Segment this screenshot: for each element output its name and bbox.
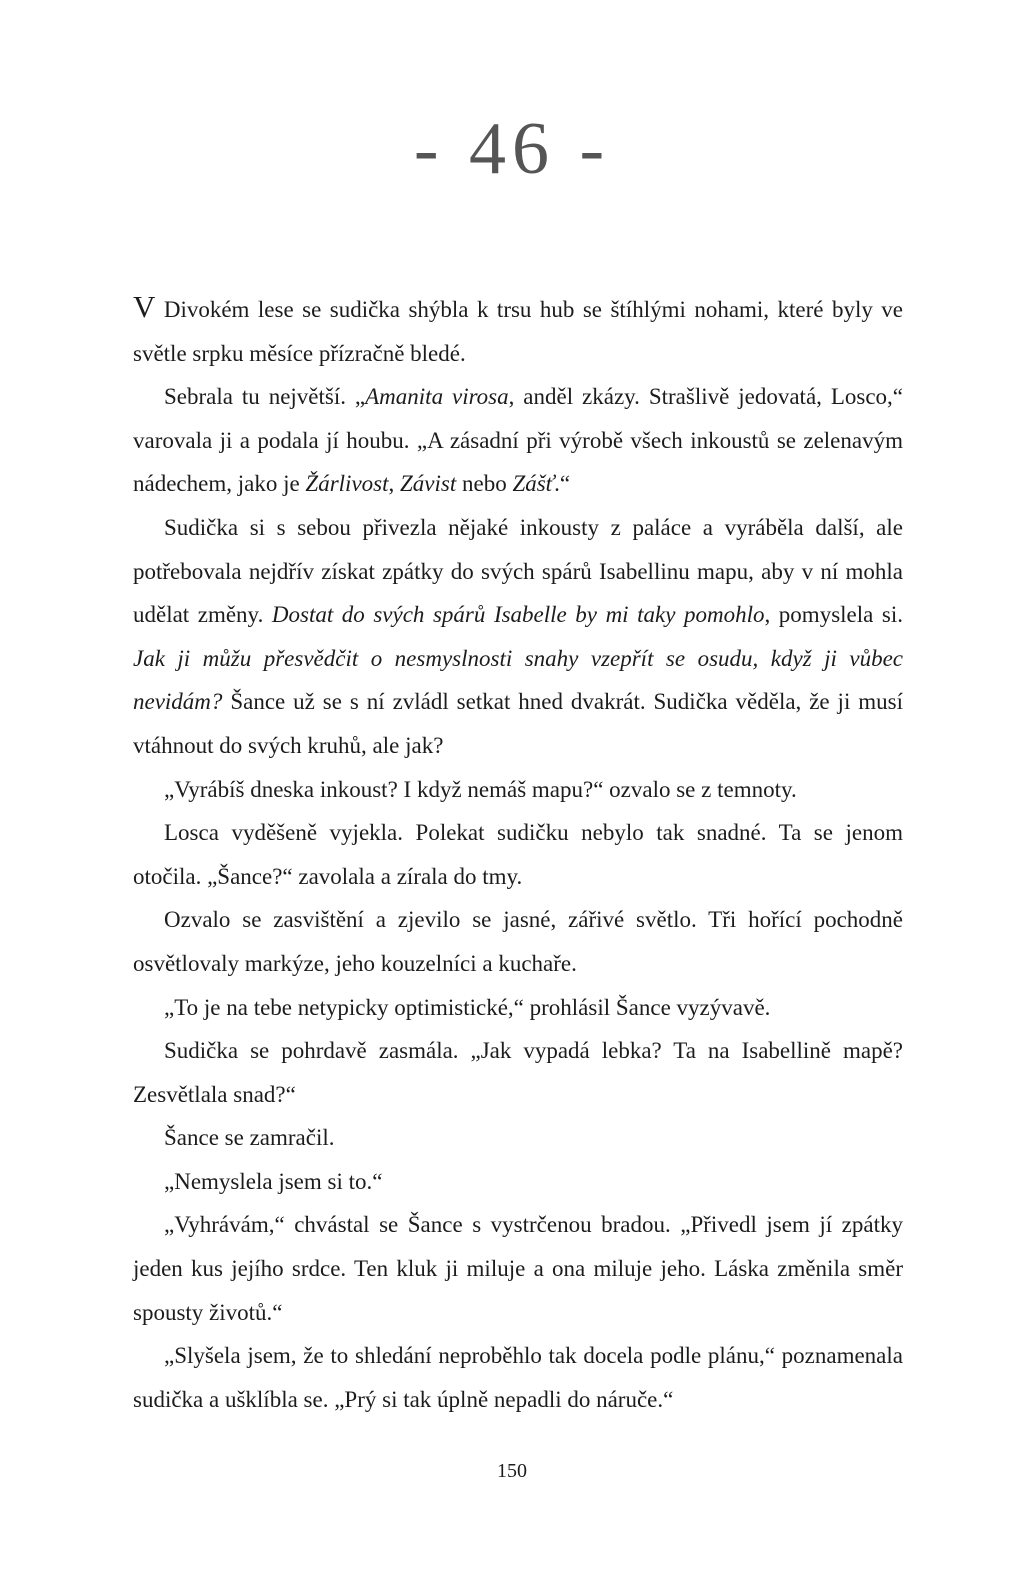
- text-run: , anděl zkázy. Strašlivě jedovatá, Losco,“ varovala ji a podala jí houbu. „A zásadní při výrobě všech inkoustů se zelenavým nádechem, jako je: [133, 384, 903, 497]
- text-run: Sebrala tu největší. „: [164, 384, 366, 410]
- italic-text: Žárlivost: [305, 471, 389, 497]
- italic-text: Jak ji můžu přesvědčit o nesmyslnosti snahy vzepřít se osudu, když ji vůbec nevidám?: [133, 645, 903, 715]
- initial-letter: V: [133, 289, 156, 324]
- text-run: nebo: [456, 471, 513, 497]
- paragraph: „Vyhrávám,“ chvástal se Šance s vystrčenou bradou. „Přivedl jsem jí zpátky jeden kus jejího srdce. Ten kluk ji miluje a ona miluje jeho. Láska změnila směr spousty životů.“: [133, 1212, 903, 1325]
- page-number: 150: [497, 1460, 527, 1482]
- text-run: ,: [388, 471, 400, 497]
- paragraph: [133, 288, 903, 375]
- text-run: .“: [554, 471, 571, 497]
- paragraph: [133, 506, 903, 768]
- paragraph: „Vyrábíš dneska inkoust? I když nemáš mapu?“ ozvalo se z temnoty.: [164, 776, 797, 802]
- paragraph: „Slyšela jsem, že to shledání neproběhlo tak docela podle plánu,“ poznamenala sudička a ušklíbla se. „Prý si tak úplně nepadli do náruče.“: [133, 1343, 903, 1412]
- chapter-body: [133, 288, 903, 1421]
- paragraph: Losca vyděšeně vyjekla. Polekat sudičku nebylo tak snadné. Ta se jenom otočila. „Šance?“ zavolala a zírala do tmy.: [133, 820, 903, 889]
- chapter-number: - 46 -: [413, 108, 611, 190]
- paragraph: Ozvalo se zasvištění a zjevilo se jasné, zářivé světlo. Tři hořící pochodně osvětlovaly markýze, jeho kouzelníci a kuchaře.: [133, 907, 903, 976]
- paragraph: Sudička se pohrdavě zasmála. „Jak vypadá lebka? Ta na Isabellině mapě? Zesvětlala snad?“: [133, 1038, 903, 1107]
- text-run: , pomyslela si.: [764, 602, 903, 628]
- paragraph-text: Divokém lese se sudička shýbla k trsu hub se štíhlými nohami, které byly ve světle srpku měsíce přízračně bledé.: [133, 297, 903, 366]
- italic-text: Zášť: [512, 471, 555, 497]
- italic-text: Dostat do svých spárů Isabelle by mi taky pomohlo: [271, 602, 765, 628]
- paragraph: Šance se zamračil.: [164, 1125, 335, 1151]
- paragraph: „To je na tebe netypicky optimistické,“ prohlásil Šance vyzývavě.: [164, 994, 771, 1020]
- text-run: Sudička si s sebou přivezla nějaké inkousty z paláce a vyráběla další, ale potřebovala nejdřív získat zpátky do svých spárů Isabellinu mapu, aby v ní mohla udělat změny.: [133, 514, 903, 628]
- paragraph: [133, 375, 903, 506]
- italic-text: Amanita virosa: [365, 384, 509, 410]
- text-run: Šance už se s ní zvládl setkat hned dvakrát. Sudička věděla, že ji musí vtáhnout do svých kruhů, ale jak?: [133, 689, 903, 758]
- italic-text: Závist: [400, 471, 457, 497]
- paragraph: „Nemyslela jsem si to.“: [164, 1168, 383, 1194]
